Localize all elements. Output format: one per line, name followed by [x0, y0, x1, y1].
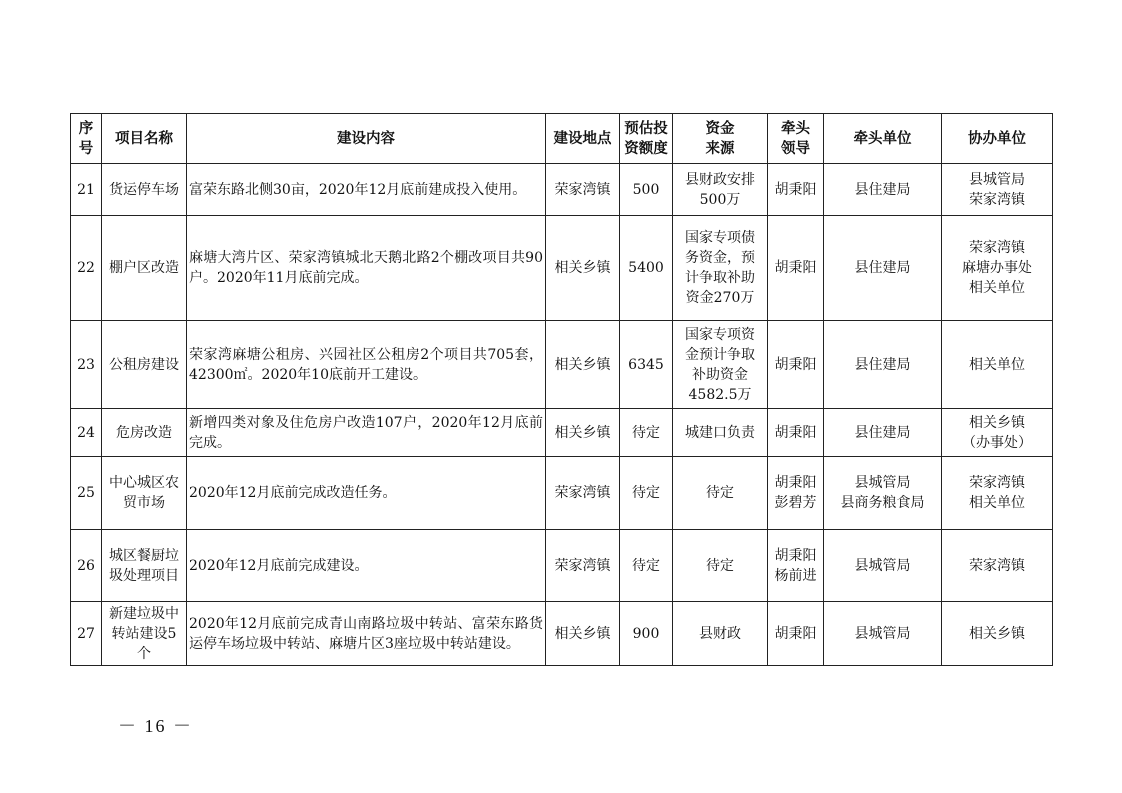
header-no: 序 号 — [71, 114, 102, 164]
header-lead-unit: 牵头单位 — [824, 114, 942, 164]
header-fund: 资金 来源 — [673, 114, 768, 164]
header-content: 建设内容 — [187, 114, 546, 164]
header-place: 建设地点 — [546, 114, 620, 164]
row-assist-unit: 县城管局 荣家湾镇 — [942, 164, 1053, 216]
row-content: 2020年12月底前完成改造任务。 — [187, 457, 546, 530]
row-no: 25 — [71, 457, 102, 530]
row-amount: 待定 — [620, 409, 673, 457]
row-lead-unit: 县城管局 县商务粮食局 — [824, 457, 942, 530]
row-content: 富荣东路北侧30亩，2020年12月底前建成投入使用。 — [187, 164, 546, 216]
row-project-name: 棚户区改造 — [102, 216, 187, 321]
row-leader: 胡秉阳 彭碧芳 — [768, 457, 824, 530]
row-amount: 待定 — [620, 457, 673, 530]
row-assist-unit: 相关乡镇 （办事处） — [942, 409, 1053, 457]
row-project-name: 货运停车场 — [102, 164, 187, 216]
row-amount: 900 — [620, 602, 673, 666]
row-project-name: 危房改造 — [102, 409, 187, 457]
row-project-name: 城区餐厨垃 圾处理项目 — [102, 530, 187, 602]
row-no: 21 — [71, 164, 102, 216]
row-content: 荣家湾麻塘公租房、兴园社区公租房2个项目共705套，42300㎡。2020年10底前开工建设。 — [187, 321, 546, 409]
row-leader: 胡秉阳 杨前进 — [768, 530, 824, 602]
row-fund: 城建口负责 — [673, 409, 768, 457]
table-row — [71, 321, 1053, 409]
row-place: 荣家湾镇 — [546, 164, 620, 216]
page-number: － 16 － — [118, 716, 193, 736]
row-place: 相关乡镇 — [546, 321, 620, 409]
row-amount: 6345 — [620, 321, 673, 409]
row-project-name: 中心城区农 贸市场 — [102, 457, 187, 530]
row-no: 23 — [71, 321, 102, 409]
row-fund: 待定 — [673, 457, 768, 530]
header-amount: 预估投 资额度 — [620, 114, 673, 164]
row-assist-unit: 荣家湾镇 — [942, 530, 1053, 602]
table-row — [71, 164, 1053, 216]
row-assist-unit: 荣家湾镇 相关单位 — [942, 457, 1053, 530]
row-fund: 县财政安排 500万 — [673, 164, 768, 216]
row-lead-unit: 县住建局 — [824, 216, 942, 321]
row-fund: 待定 — [673, 530, 768, 602]
row-no: 26 — [71, 530, 102, 602]
header-leader: 牵头 领导 — [768, 114, 824, 164]
row-amount: 待定 — [620, 530, 673, 602]
row-content: 麻塘大湾片区、荣家湾镇城北天鹅北路2个棚改项目共90户。2020年11月底前完成。 — [187, 216, 546, 321]
row-lead-unit: 县住建局 — [824, 321, 942, 409]
row-amount: 5400 — [620, 216, 673, 321]
row-leader: 胡秉阳 — [768, 216, 824, 321]
table-row — [71, 216, 1053, 321]
row-content: 2020年12月底前完成青山南路垃圾中转站、富荣东路货运停车场垃圾中转站、麻塘片区3座垃圾中转站建设。 — [187, 602, 546, 666]
row-content: 2020年12月底前完成建设。 — [187, 530, 546, 602]
row-assist-unit: 相关单位 — [942, 321, 1053, 409]
row-amount: 500 — [620, 164, 673, 216]
row-lead-unit: 县住建局 — [824, 409, 942, 457]
row-fund: 国家专项资 金预计争取 补助资金 4582.5万 — [673, 321, 768, 409]
project-table — [70, 113, 1053, 666]
table-row — [71, 602, 1053, 666]
row-lead-unit: 县城管局 — [824, 602, 942, 666]
row-leader: 胡秉阳 — [768, 164, 824, 216]
row-lead-unit: 县城管局 — [824, 530, 942, 602]
row-no: 27 — [71, 602, 102, 666]
row-place: 相关乡镇 — [546, 216, 620, 321]
table-row — [71, 457, 1053, 530]
row-project-name: 公租房建设 — [102, 321, 187, 409]
header-project-name: 项目名称 — [102, 114, 187, 164]
row-leader: 胡秉阳 — [768, 321, 824, 409]
row-leader: 胡秉阳 — [768, 602, 824, 666]
row-place: 荣家湾镇 — [546, 457, 620, 530]
row-no: 22 — [71, 216, 102, 321]
table-header-row — [71, 114, 1053, 164]
table-row — [71, 409, 1053, 457]
row-place: 相关乡镇 — [546, 409, 620, 457]
row-fund: 国家专项债 务资金，预 计争取补助 资金270万 — [673, 216, 768, 321]
row-place: 相关乡镇 — [546, 602, 620, 666]
header-assist-unit: 协办单位 — [942, 114, 1053, 164]
table-row — [71, 530, 1053, 602]
row-assist-unit: 荣家湾镇 麻塘办事处 相关单位 — [942, 216, 1053, 321]
row-content: 新增四类对象及住危房户改造107户，2020年12月底前完成。 — [187, 409, 546, 457]
row-place: 荣家湾镇 — [546, 530, 620, 602]
row-no: 24 — [71, 409, 102, 457]
row-fund: 县财政 — [673, 602, 768, 666]
row-assist-unit: 相关乡镇 — [942, 602, 1053, 666]
row-leader: 胡秉阳 — [768, 409, 824, 457]
row-project-name: 新建垃圾中 转站建设5 个 — [102, 602, 187, 666]
row-lead-unit: 县住建局 — [824, 164, 942, 216]
